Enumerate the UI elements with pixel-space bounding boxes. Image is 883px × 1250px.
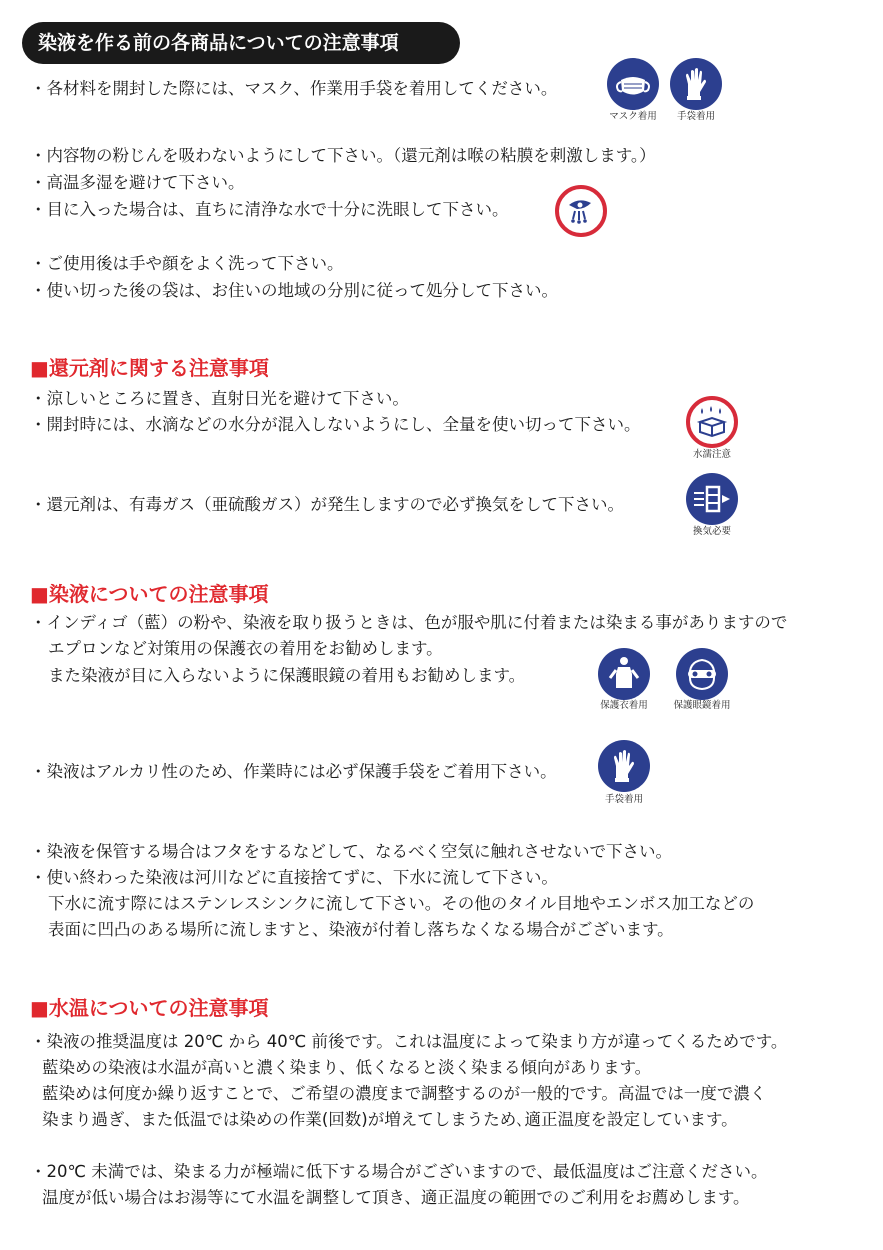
dye-line-3: また染液が目に入らないように保護眼鏡の着用もお勧めします。 <box>48 666 526 685</box>
dye-line-1: ・インディゴ（藍）の粉や、染液を取り扱うときは、色が服や肌に付着または染まる事がありますので <box>30 613 788 632</box>
general-line-6: ・使い切った後の袋は、お住いの地域の分別に従って処分して下さい。 <box>30 281 558 300</box>
mask-caption: マスク着用 <box>609 111 657 122</box>
dye-line-8: 表面に凹凸のある場所に流しますと、染液が付着し落ちなくなる場合がございます。 <box>48 920 674 939</box>
temp-line-2: 藍染めの染液は水温が高いと濃く染まり、低くなると淡く染まる傾向があります。 <box>42 1058 652 1077</box>
water-drop-caption: 水濡注意 <box>692 449 731 460</box>
general-line-1: ・各材料を開封した際には、マスク、作業用手袋を着用してください。 <box>30 79 558 98</box>
temp-line-3: 藍染めは何度か繰り返すことで、ご希望の濃度まで調整するのが一般的です。高温では一度で濃く <box>42 1084 767 1103</box>
reducer-line-1: ・涼しいところに置き、直射日光を避けて下さい。 <box>30 389 409 408</box>
gloves-caption: 手袋着用 <box>676 111 715 122</box>
dye-line-2: エプロンなど対策用の保護衣の着用をお勧めします。 <box>48 639 443 658</box>
water-drop-warning-icon <box>686 396 738 448</box>
goggles-caption: 保護眼鏡着用 <box>673 700 731 711</box>
temp-line-1: ・染液の推奨温度は 20℃ から 40℃ 前後です。これは温度によって染まり方が違ってくるためです。 <box>30 1032 788 1051</box>
ventilation-icon <box>686 473 738 525</box>
general-line-5: ・ご使用後は手や顔をよく洗って下さい。 <box>30 254 344 273</box>
gloves-caption-2: 手袋着用 <box>604 794 643 805</box>
eye-warning-icon <box>555 185 607 237</box>
mask-icon <box>607 58 659 110</box>
gloves-icon <box>670 58 722 110</box>
general-line-3: ・高温多湿を避けて下さい。 <box>30 173 245 192</box>
page-title: 染液を作る前の各商品についての注意事項 <box>22 22 460 64</box>
dye-line-6: ・使い終わった染液は河川などに直接捨てずに、下水に流して下さい。 <box>30 868 558 887</box>
dye-line-7: 下水に流す際にはステンレスシンクに流して下さい。その他のタイル目地やエンボス加工などの <box>48 894 755 913</box>
general-line-2: ・内容物の粉じんを吸わないようにして下さい。（還元剤は喉の粘膜を刺激します。） <box>30 146 656 165</box>
reducer-line-2: ・開封時には、水滴などの水分が混入しないようにし、全量を使い切って下さい。 <box>30 415 641 434</box>
temp-line-5: ・20℃ 未満では、染まる力が極端に低下する場合がございますので、最低温度はご注意ください。 <box>30 1162 768 1181</box>
dye-line-5: ・染液を保管する場合はフタをするなどして、なるべく空気に触れさせないで下さい。 <box>30 842 673 861</box>
temp-line-6: 温度が低い場合はお湯等にて水温を調整して頂き、適正温度の範囲でのご利用をお薦めします。 <box>42 1188 750 1207</box>
temp-heading: ■水温についての注意事項 <box>30 996 269 1020</box>
dye-line-4: ・染液はアルカリ性のため、作業時には必ず保護手袋をご着用下さい。 <box>30 762 557 781</box>
temp-line-4: 染まり過ぎ、また低温では染めの作業(回数)が増えてしまうため､適正温度を設定しています。 <box>42 1110 738 1129</box>
reducer-heading: ■還元剤に関する注意事項 <box>30 356 269 380</box>
gloves-icon-2 <box>598 740 650 792</box>
reducer-line-3: ・還元剤は、有毒ガス（亜硫酸ガス）が発生しますので必ず換気をして下さい。 <box>30 495 624 514</box>
dye-heading: ■染液についての注意事項 <box>30 582 269 606</box>
apron-icon <box>598 648 650 700</box>
apron-caption: 保護衣着用 <box>600 700 648 711</box>
goggles-icon <box>676 648 728 700</box>
general-line-4: ・目に入った場合は、直ちに清浄な水で十分に洗眼して下さい。 <box>30 200 509 219</box>
ventilation-caption: 換気必要 <box>692 526 731 537</box>
